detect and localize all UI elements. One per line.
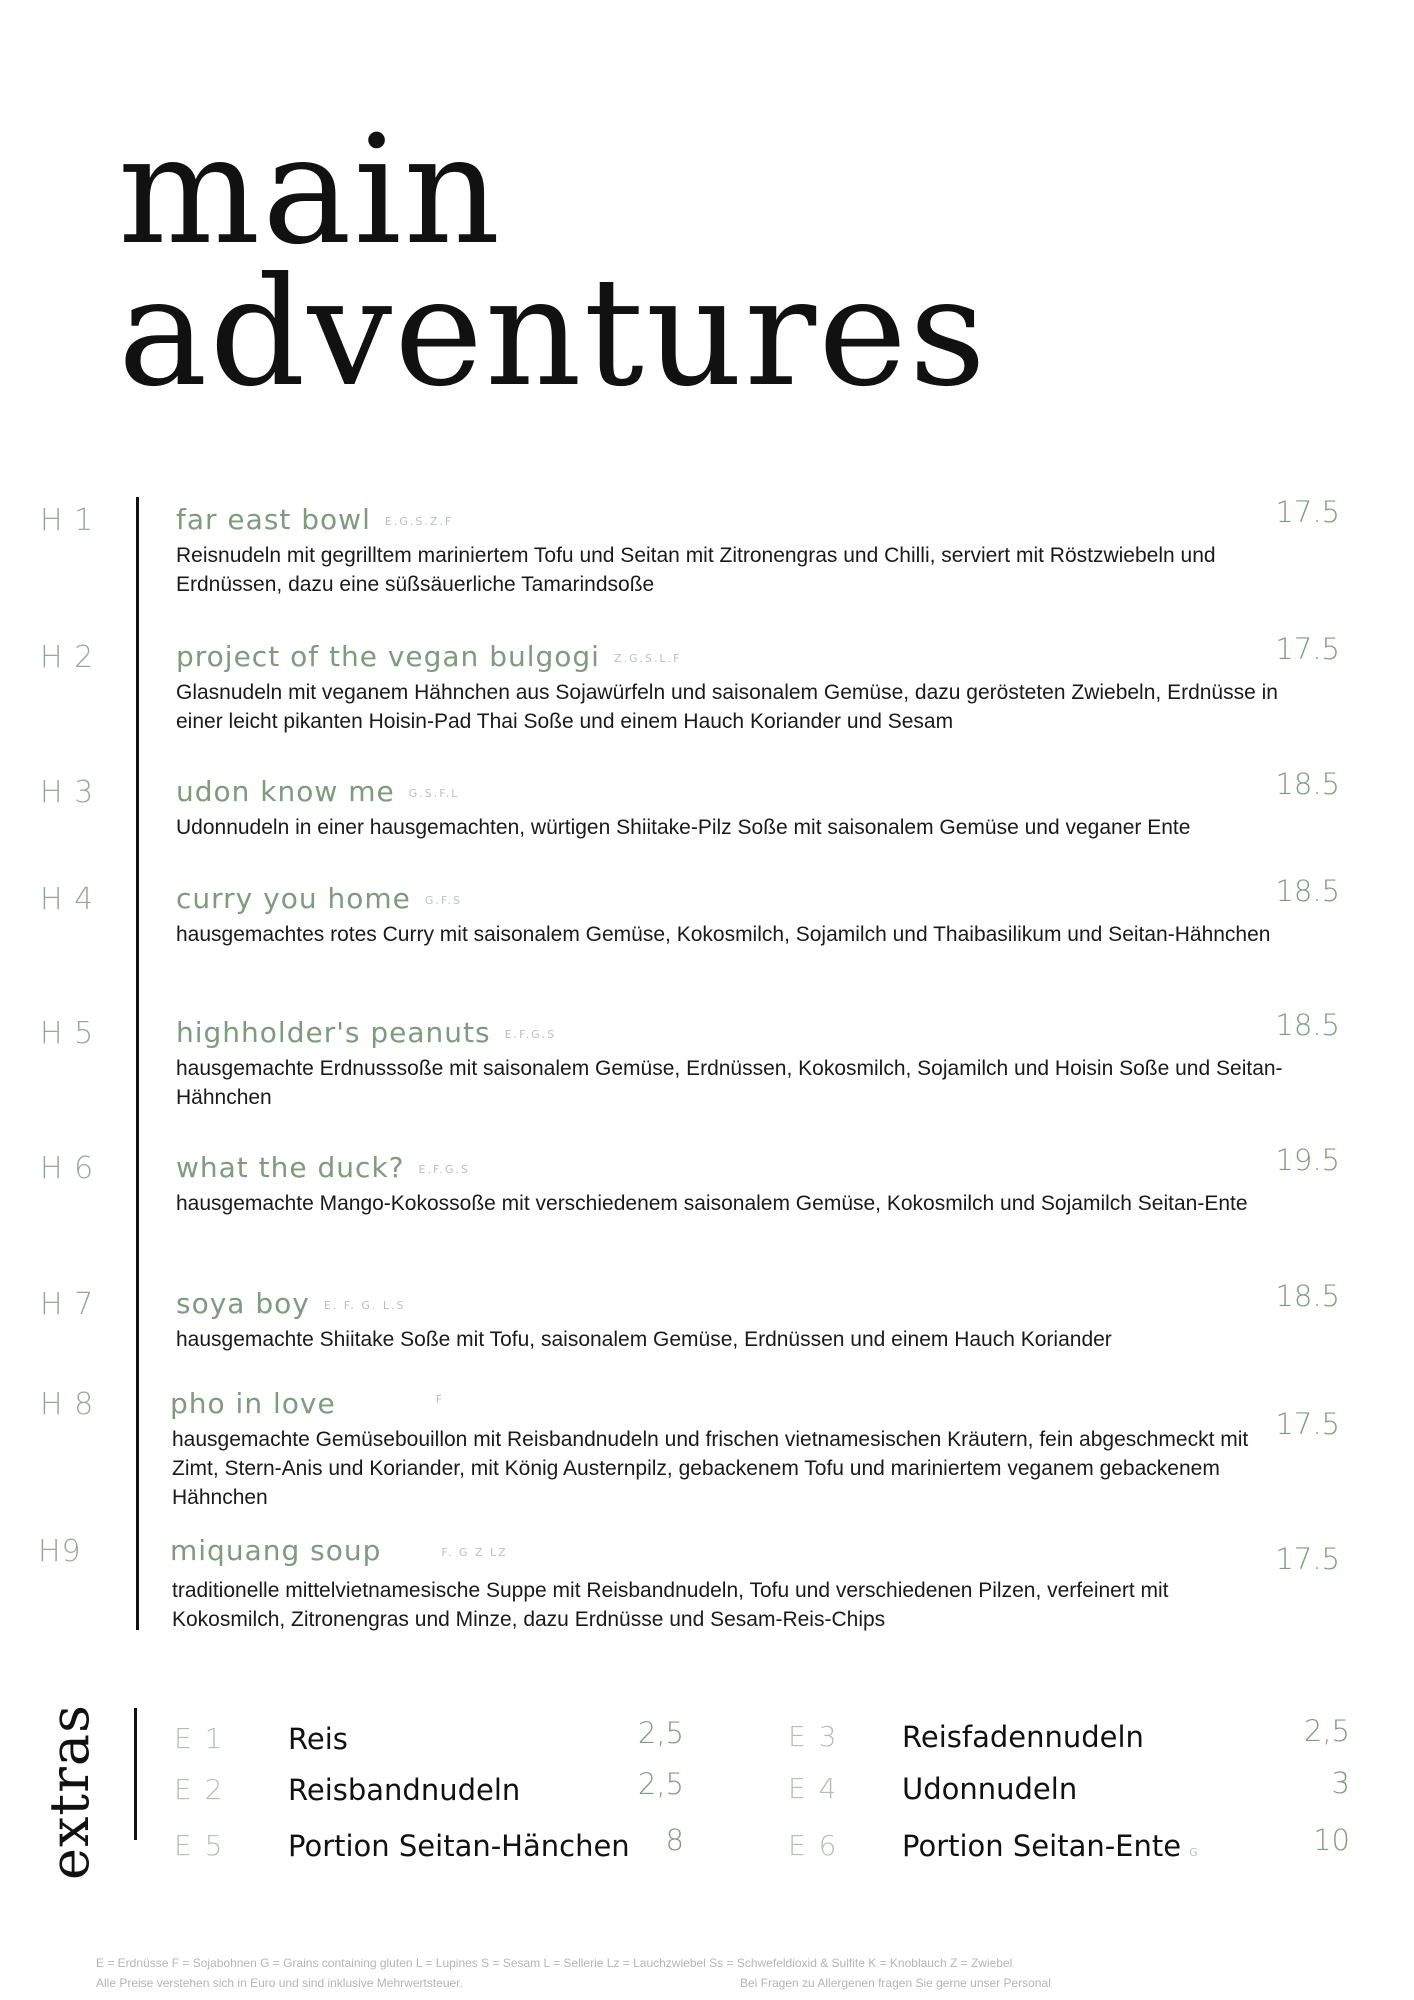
extra-allergens: G xyxy=(1189,1846,1198,1859)
title-line-1: main xyxy=(118,104,503,278)
item-price: 18.5 xyxy=(1275,874,1340,908)
item-name: highholder's peanuts E.F.G.S xyxy=(176,1016,557,1049)
item-description: hausgemachte Erdnusssoße mit saisonalem Gemüse, Erdnüssen, Kokosmilch, Sojamilch und Hoisin Soße und Seitan-Hähnchen xyxy=(176,1057,1283,1109)
item-allergens: E. F. G. L.S xyxy=(323,1298,406,1312)
item-price: 17.5 xyxy=(1275,632,1340,666)
extras-heading: extras xyxy=(38,1704,101,1880)
extra-item xyxy=(0,1823,1414,1869)
extra-name: Portion Seitan-Hänchen xyxy=(288,1829,630,1863)
extra-name: Reis xyxy=(288,1722,348,1756)
allergy-note: Bei Fragen zu Allergenen fragen Sie gerne unser Personal xyxy=(740,1976,1051,1990)
item-code: H 7 xyxy=(40,1287,95,1322)
extra-price: 2,5 xyxy=(637,1767,684,1801)
item-name: udon know me G.S.F.L xyxy=(176,775,460,808)
item-description: Glasnudeln mit veganem Hähnchen aus Sojawürfeln und saisonalem Gemüse, dazu gerösteten Zwiebeln, Erdnüsse in einer leicht pikanten Hoisin-Pad Thai Soße und einem Hauch Koriander und Sesam xyxy=(176,681,1278,733)
item-name: miquang soup F. G Z LZ xyxy=(170,1534,508,1567)
item-price: 18.5 xyxy=(1275,767,1340,801)
item-allergens: E.F.G.S xyxy=(504,1027,557,1041)
item-price: 18.5 xyxy=(1275,1008,1340,1042)
extra-price: 10 xyxy=(1313,1823,1350,1857)
extra-price: 2,5 xyxy=(637,1716,684,1750)
extra-name: Portion Seitan-Ente G xyxy=(902,1829,1198,1863)
item-code: H 2 xyxy=(40,640,95,675)
item-code: H 4 xyxy=(40,882,95,917)
item-name: soya boy E. F. G. L.S xyxy=(176,1287,406,1320)
item-code: H9 xyxy=(38,1534,82,1569)
item-allergens: E.G.S.Z.F xyxy=(384,514,454,528)
extra-item xyxy=(0,1714,1414,1760)
item-allergens: G.S.F.L xyxy=(408,786,460,800)
item-description: traditionelle mittelvietnamesische Suppe mit Reisbandnudeln, Tofu und verschiedenen Pilzen, verfeinert mit Kokosmilch, Zitronengras und Minze, dazu Erdnüsse und Sesam-Reis-Chips xyxy=(172,1579,1169,1631)
item-price: 17.5 xyxy=(1275,495,1340,529)
item-name: project of the vegan bulgogi Z.G.S.L.F xyxy=(176,640,682,673)
extra-price: 2,5 xyxy=(1303,1714,1350,1748)
item-price: 17.5 xyxy=(1275,1407,1340,1441)
extra-code: E 2 xyxy=(174,1773,225,1806)
item-allergens: E.F.G.S xyxy=(418,1162,471,1176)
allergen-legend: E = Erdnüsse F = Sojabohnen G = Grains containing gluten L = Lupines S = Sesam L = Sellerie Lz = Lauchzwiebel Ss = Schwefeldioxid & Sulfite K = Knoblauch Z = Zwiebel xyxy=(96,1956,1013,1970)
item-description: hausgemachte Mango-Kokossoße mit verschiedenem saisonalem Gemüse, Kokosmilch und Sojamilch Seitan-Ente xyxy=(176,1192,1248,1215)
item-description: Reisnudeln mit gegrilltem mariniertem Tofu und Seitan mit Zitronengras und Chilli, serviert mit Röstzwiebeln und Erdnüssen, dazu eine süßsäuerliche Tamarindsoße xyxy=(176,544,1216,596)
item-allergens: F. G Z LZ xyxy=(441,1545,508,1559)
item-code: H 6 xyxy=(40,1151,95,1186)
extra-name: Reisbandnudeln xyxy=(288,1773,521,1807)
extra-price: 8 xyxy=(665,1823,684,1857)
footer xyxy=(96,1953,1346,1993)
item-name: curry you home G.F.S xyxy=(176,882,462,915)
page-title xyxy=(118,104,988,420)
extra-code: E 1 xyxy=(174,1722,225,1755)
item-allergens: G.F.S xyxy=(424,893,462,907)
menu-divider-line xyxy=(136,497,139,1630)
item-allergens: F xyxy=(435,1392,445,1406)
extra-code: E 3 xyxy=(788,1720,839,1753)
extra-name: Reisfadennudeln xyxy=(902,1720,1144,1754)
item-price: 18.5 xyxy=(1275,1279,1340,1313)
item-allergens: Z.G.S.L.F xyxy=(613,651,682,665)
item-code: H 8 xyxy=(40,1387,95,1422)
item-description: hausgemachtes rotes Curry mit saisonalem Gemüse, Kokosmilch, Sojamilch und Thaibasilikum und Seitan-Hähnchen xyxy=(176,923,1271,946)
extra-item xyxy=(0,1766,1414,1812)
extra-name: Udonnudeln xyxy=(902,1772,1078,1806)
item-code: H 3 xyxy=(40,775,95,810)
item-code: H 1 xyxy=(40,503,95,538)
extra-price: 3 xyxy=(1331,1766,1350,1800)
item-price: 17.5 xyxy=(1275,1542,1340,1576)
item-price: 19.5 xyxy=(1275,1143,1340,1177)
extra-code: E 6 xyxy=(788,1829,839,1862)
prices-note: Alle Preise verstehen sich in Euro und sind inklusive Mehrwertsteuer. xyxy=(96,1976,463,1990)
item-name: pho in love $^F$ xyxy=(170,1387,445,1420)
item-code: H 5 xyxy=(40,1016,95,1051)
item-name: far east bowl E.G.S.Z.F xyxy=(176,503,454,536)
extra-code: E 5 xyxy=(174,1829,225,1862)
item-name: what the duck? E.F.G.S xyxy=(176,1151,471,1184)
title-line-2: adventures xyxy=(118,246,988,420)
item-description: hausgemachte Gemüsebouillon mit Reisbandnudeln und frischen vietnamesischen Kräutern, fein abgeschmeckt mit Zimt, Stern-Anis und Koriander, mit König Austernpilz, gebackenem Tofu und mariniertem veganem gebackenem Hähnchen xyxy=(172,1428,1249,1509)
extra-code: E 4 xyxy=(788,1772,839,1805)
item-description: hausgemachte Shiitake Soße mit Tofu, saisonalem Gemüse, Erdnüssen und einem Hauch Koriander xyxy=(176,1328,1112,1351)
item-description: Udonnudeln in einer hausgemachten, würtigen Shiitake-Pilz Soße mit saisonalem Gemüse und veganer Ente xyxy=(176,816,1191,839)
